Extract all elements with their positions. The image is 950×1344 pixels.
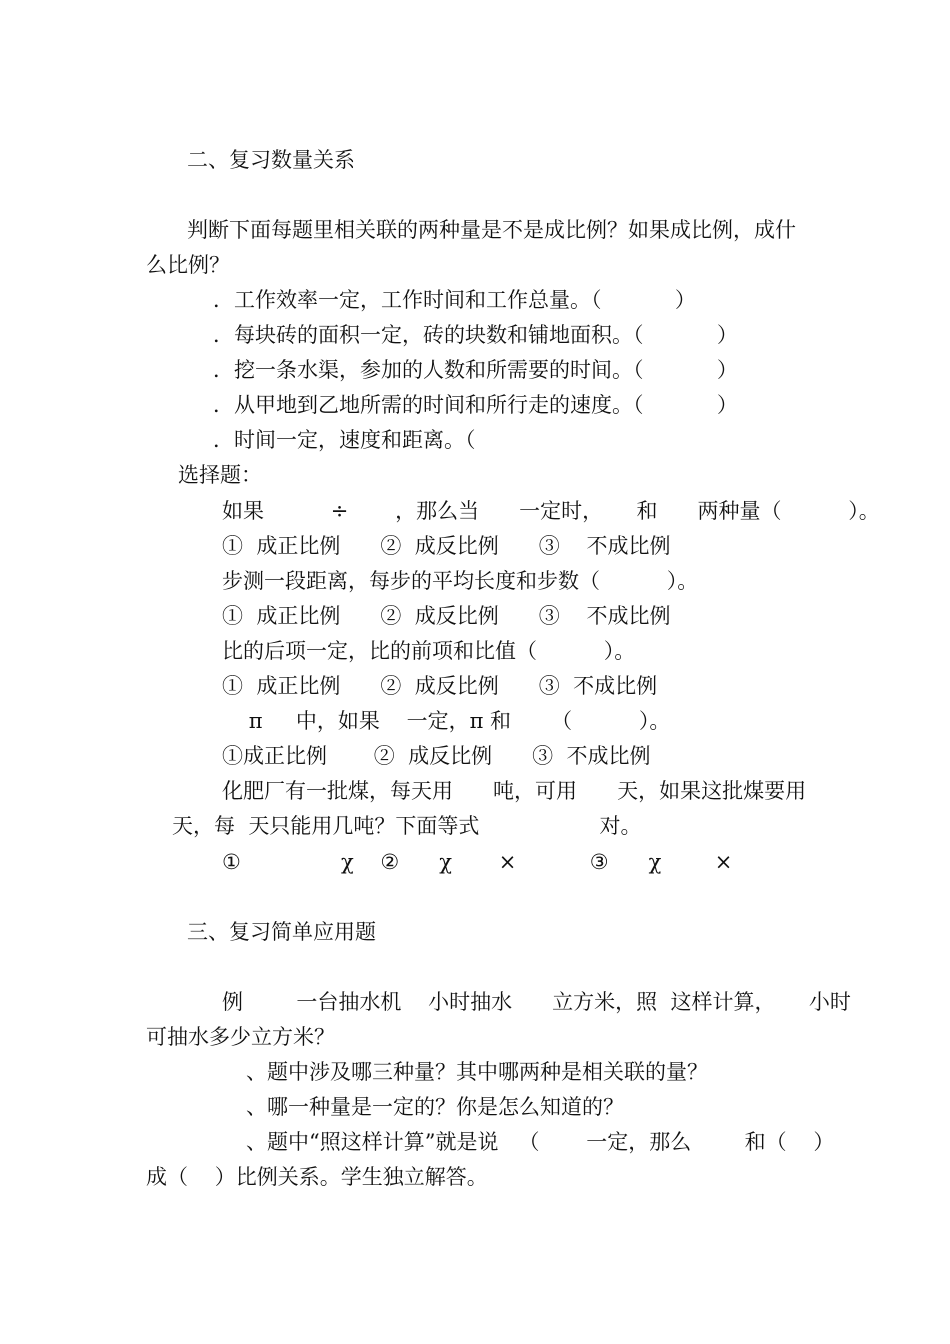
- choice-question-4: π 中，如果 一定，π 和 （ ）。: [222, 709, 671, 733]
- example-question-1: 、题中涉及哪三种量？其中哪两种是相关联的量？: [246, 1060, 708, 1084]
- choice-question-3-options: ① 成正比例 ② 成反比例 ③ 不成比例: [222, 674, 658, 698]
- judgement-item-3: ．挖一条水渠，参加的人数和所需要的时间。（ ）: [213, 358, 738, 382]
- example-question-3-line-1: 、题中“照这样计算”就是说 （ 一定，那么 和（ ）: [246, 1130, 835, 1154]
- choice-question-4-options: ①成正比例 ② 成反比例 ③ 不成比例: [222, 744, 651, 768]
- choice-question-5-options: ① χ ② χ × ③ χ ×: [222, 850, 733, 874]
- judgement-instruction-line-2: 么比例？: [146, 253, 230, 277]
- judgement-instruction-line-1: 判断下面每题里相关联的两种量是不是成比例？如果成比例，成什: [187, 218, 796, 242]
- judgement-item-5: ．时间一定，速度和距离。（: [213, 428, 476, 452]
- judgement-item-1: ．工作效率一定，工作时间和工作总量。（ ）: [213, 288, 696, 312]
- judgement-item-2: ．每块砖的面积一定，砖的块数和铺地面积。（ ）: [213, 323, 738, 347]
- choice-question-1: 如果 ÷ ，那么当 一定时， 和 两种量（ ）。: [222, 499, 880, 523]
- choice-question-1-options: ① 成正比例 ② 成反比例 ③ 不成比例: [222, 534, 671, 558]
- choice-heading: 选择题：: [178, 463, 262, 487]
- example-question-3-line-2: 成（ ）比例关系。学生独立解答。: [146, 1165, 488, 1189]
- section-heading-review-word-problems: 三、复习简单应用题: [187, 920, 376, 944]
- choice-question-5-line-2: 天，每 天只能用几吨？下面等式 对。: [172, 814, 642, 838]
- section-heading-review-quantity-relations: 二、复习数量关系: [187, 148, 355, 172]
- example-line-2: 可抽水多少立方米？: [146, 1025, 335, 1049]
- judgement-item-4: ．从甲地到乙地所需的时间和所行走的速度。（ ）: [213, 393, 738, 417]
- choice-question-3: 比的后项一定，比的前项和比值（ ）。: [222, 639, 636, 663]
- choice-question-2-options: ① 成正比例 ② 成反比例 ③ 不成比例: [222, 604, 671, 628]
- example-question-2: 、哪一种量是一定的？你是怎么知道的？: [246, 1095, 624, 1119]
- choice-question-2: 步测一段距离，每步的平均长度和步数（ ）。: [222, 569, 699, 593]
- example-line-1: 例 一台抽水机 小时抽水 立方米，照 这样计算， 小时: [222, 990, 851, 1014]
- choice-question-5-line-1: 化肥厂有一批煤，每天用 吨，可用 天，如果这批煤要用: [222, 779, 807, 803]
